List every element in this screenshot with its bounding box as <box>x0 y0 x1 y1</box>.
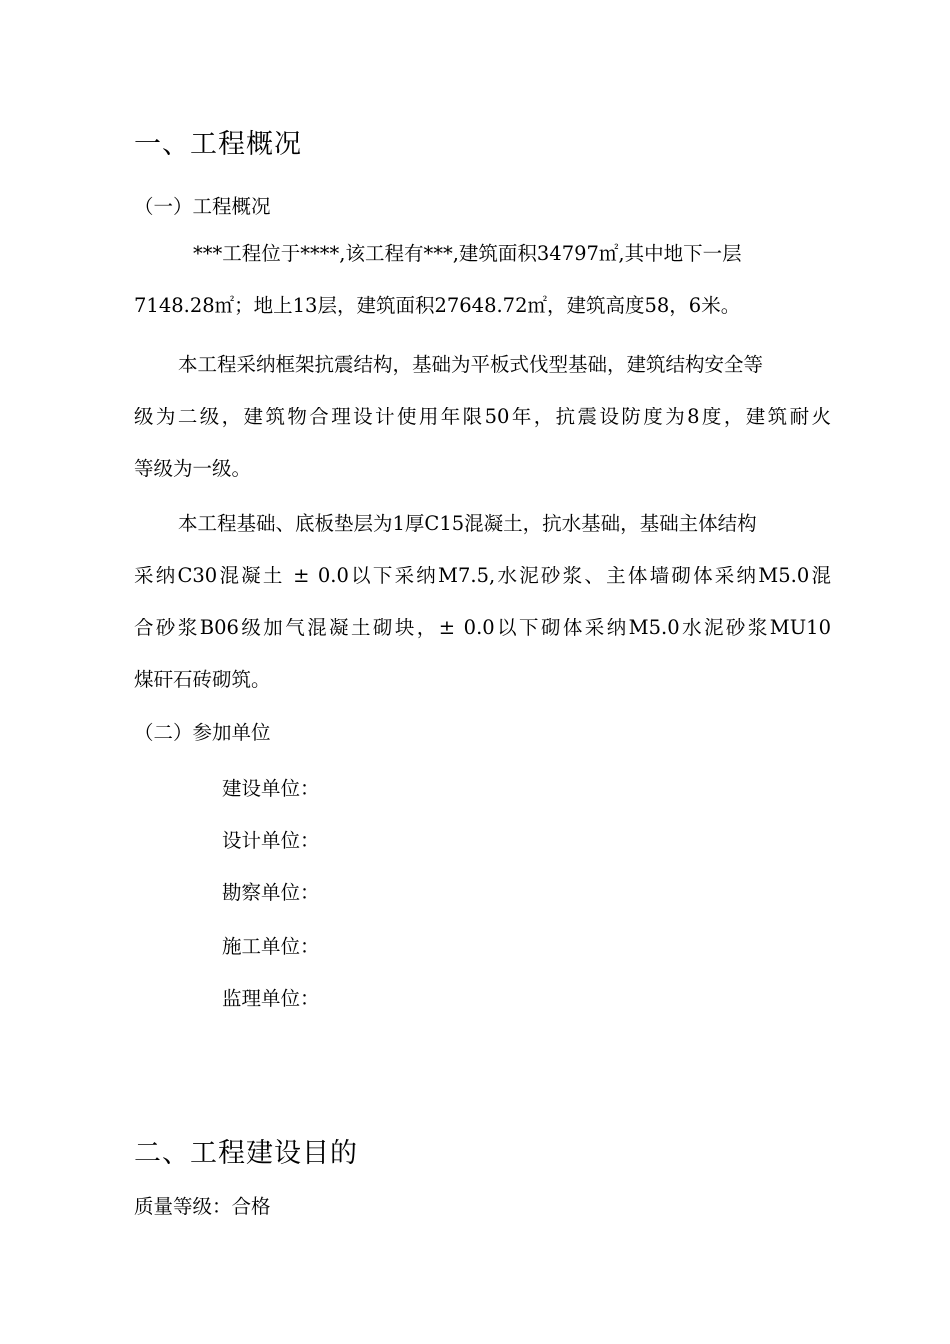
subsection-2-title: （二）参加单位 <box>134 721 271 744</box>
section-2-title: 二、工程建设目的 <box>134 1138 358 1169</box>
subsection-1-title: （一）工程概况 <box>134 195 271 218</box>
section-1-title: 一、工程概况 <box>134 129 302 160</box>
para-3-line-1: 本工程基础、底板垫层为1厚C15混凝土，抗水基础，基础主体结构 <box>178 512 757 535</box>
unit-survey: 勘察单位： <box>222 881 320 904</box>
para-1-line-1: ***工程位于****,该工程有***,建筑面积34797㎡,其中地下一层 <box>193 242 742 265</box>
para-1-line-2: 7148.28㎡；地上13层，建筑面积27648.72㎡，建筑高度58，6米。 <box>134 294 741 317</box>
para-3-line-4: 煤矸石砖砌筑。 <box>134 668 271 691</box>
unit-design: 设计单位： <box>222 829 320 852</box>
quality-grade: 质量等级：合格 <box>134 1195 271 1218</box>
para-3-line-2: 采纳C30混凝土 ± 0.0以下采纳M7.5,水泥砂浆、主体墙砌体采纳M5.0混 <box>134 566 831 587</box>
unit-construction: 建设单位： <box>222 777 320 800</box>
para-2-line-3: 等级为一级。 <box>134 457 252 480</box>
para-3-line-3: 合砂浆B06级加气混凝土砌块，± 0.0以下砌体采纳M5.0水泥砂浆MU10 <box>134 618 831 639</box>
unit-contractor: 施工单位： <box>222 935 320 958</box>
para-2-line-1: 本工程采纳框架抗震结构，基础为平板式伐型基础，建筑结构安全等 <box>178 353 764 376</box>
para-2-line-2: 级为二级，建筑物合理设计使用年限50年，抗震设防度为8度，建筑耐火 <box>134 407 831 428</box>
unit-supervision: 监理单位： <box>222 987 320 1010</box>
